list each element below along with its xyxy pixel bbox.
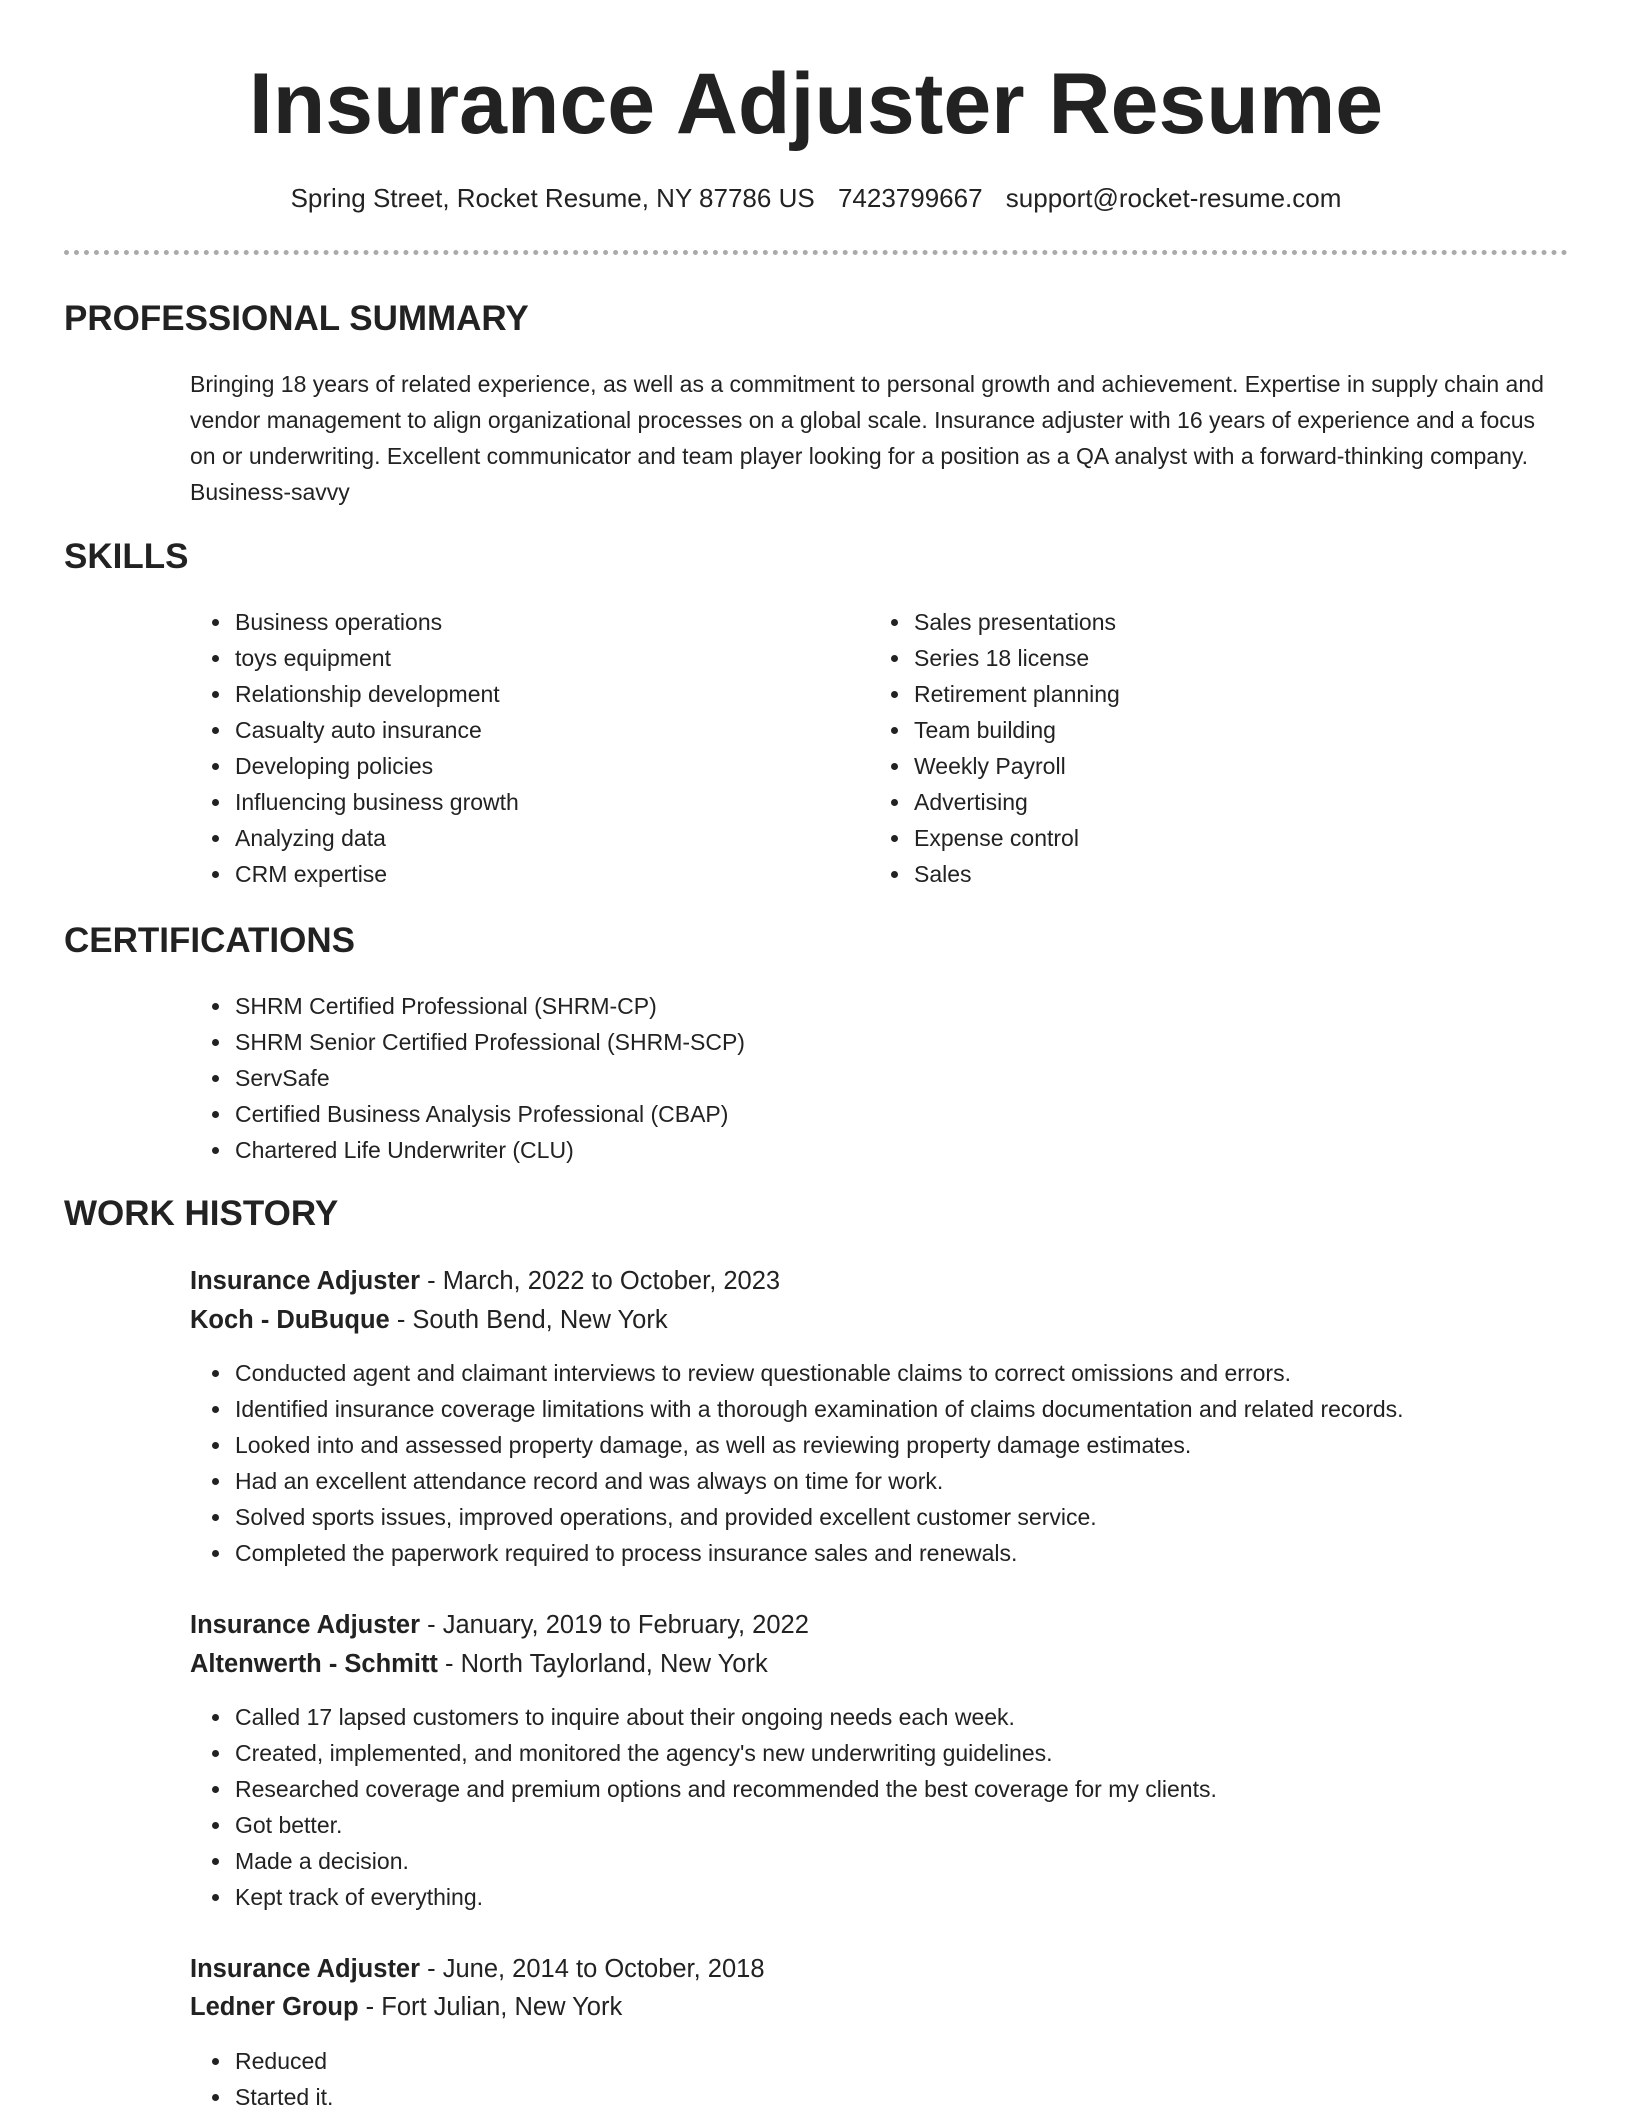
- skill-item: • Weekly Payroll: [912, 748, 1532, 784]
- skills-list-right: [869, 604, 1532, 892]
- job-location: - North Taylorland, New York: [437, 1650, 768, 1678]
- job-duty: • Created, implemented, and monitored the agency's new underwriting guidelines.: [233, 1735, 1613, 1771]
- skills-heading: SKILLS: [64, 537, 189, 576]
- job-duties-list: [190, 2043, 1613, 2115]
- skill-item: • Advertising: [912, 784, 1532, 820]
- certification-item: • SHRM Senior Certified Professional (SHRM-SCP): [233, 1024, 1533, 1060]
- skill-item: • Relationship development: [233, 676, 853, 712]
- skill-item: • Influencing business growth: [233, 784, 853, 820]
- skill-item: • toys equipment: [233, 640, 853, 676]
- certification-item: • Certified Business Analysis Professional (CBAP): [233, 1096, 1533, 1132]
- summary-heading: PROFESSIONAL SUMMARY: [64, 299, 529, 338]
- skill-item: • Analyzing data: [233, 820, 853, 856]
- contact-phone: 7423799667: [837, 183, 983, 213]
- contact-address: Spring Street, Rocket Resume, NY 87786 US: [290, 183, 815, 213]
- summary-text: Bringing 18 years of related experience, as well as a commitment to personal growth and achievement. Expertise in supply chain and vendor management to align organizational processes on a global scale. Insurance adjuster with 16 years of experience and a focus on or underwriting. Excellent communicator and team player looking for a position as a QA analyst with a forward-thinking company. Business-savvy: [190, 371, 1544, 505]
- job-duty: • Solved sports issues, improved operations, and provided excellent customer service.: [233, 1499, 1613, 1535]
- job-company: Altenwerth - Schmitt: [190, 1650, 438, 1678]
- certifications-list: [190, 988, 1533, 1168]
- job-location: - South Bend, New York: [389, 1306, 668, 1334]
- certification-item: • ServSafe: [233, 1060, 1533, 1096]
- contact-info: [0, 180, 1632, 216]
- job-duty: • Conducted agent and claimant interviews to review questionable claims to correct omissions and errors.: [233, 1355, 1613, 1391]
- skill-item: • Retirement planning: [912, 676, 1532, 712]
- job-title-line: [190, 1606, 809, 1644]
- job-title: Insurance Adjuster: [190, 1955, 421, 1983]
- job-duties-list: [190, 1699, 1613, 1915]
- skill-item: • Team building: [912, 712, 1532, 748]
- job-duties-list: [190, 1355, 1613, 1571]
- job-company-line: [190, 1988, 622, 2026]
- skill-item: • Casualty auto insurance: [233, 712, 853, 748]
- skill-item: • Expense control: [912, 820, 1532, 856]
- contact-email: support@rocket-resume.com: [1005, 183, 1342, 213]
- job-title-line: [190, 1262, 780, 1300]
- job-company: Koch - DuBuque: [190, 1306, 390, 1334]
- job-company-line: [190, 1645, 768, 1683]
- job-dates: - March, 2022 to October, 2023: [420, 1267, 781, 1295]
- job-company: Ledner Group: [190, 1993, 359, 2021]
- skills-list-left: [190, 604, 853, 892]
- job-title-line: [190, 1950, 765, 1988]
- job-duty: • Completed the paperwork required to process insurance sales and renewals.: [233, 1535, 1613, 1571]
- job-dates: - June, 2014 to October, 2018: [420, 1955, 765, 1983]
- skill-item: • CRM expertise: [233, 856, 853, 892]
- skill-item: • Sales presentations: [912, 604, 1532, 640]
- job-duty: • Got better.: [233, 1807, 1613, 1843]
- job-duty: • Identified insurance coverage limitations with a thorough examination of claims documentation and related records.: [233, 1391, 1613, 1427]
- job-duty: • Kept track of everything.: [233, 1879, 1613, 1915]
- certifications-heading: CERTIFICATIONS: [64, 921, 356, 960]
- header-divider: [64, 250, 1568, 255]
- work-history-heading: WORK HISTORY: [64, 1194, 339, 1233]
- job-dates: - January, 2019 to February, 2022: [420, 1611, 809, 1639]
- job-duty: • Had an excellent attendance record and was always on time for work.: [233, 1463, 1613, 1499]
- job-duty: • Looked into and assessed property damage, as well as reviewing property damage estimates.: [233, 1427, 1613, 1463]
- job-duty: • Started it.: [233, 2079, 1613, 2115]
- skill-item: • Sales: [912, 856, 1532, 892]
- job-company-line: [190, 1301, 668, 1339]
- certification-item: • SHRM Certified Professional (SHRM-CP): [233, 988, 1533, 1024]
- job-title: Insurance Adjuster: [190, 1611, 421, 1639]
- skill-item: • Series 18 license: [912, 640, 1532, 676]
- resume-title: Insurance Adjuster Resume: [248, 56, 1384, 152]
- job-location: - Fort Julian, New York: [358, 1993, 623, 2021]
- job-title: Insurance Adjuster: [190, 1267, 421, 1295]
- certification-item: • Chartered Life Underwriter (CLU): [233, 1132, 1533, 1168]
- job-duty: • Made a decision.: [233, 1843, 1613, 1879]
- job-duty: • Called 17 lapsed customers to inquire about their ongoing needs each week.: [233, 1699, 1613, 1735]
- job-duty: • Reduced: [233, 2043, 1613, 2079]
- skill-item: • Business operations: [233, 604, 853, 640]
- skill-item: • Developing policies: [233, 748, 853, 784]
- job-duty: • Researched coverage and premium options and recommended the best coverage for my clients.: [233, 1771, 1613, 1807]
